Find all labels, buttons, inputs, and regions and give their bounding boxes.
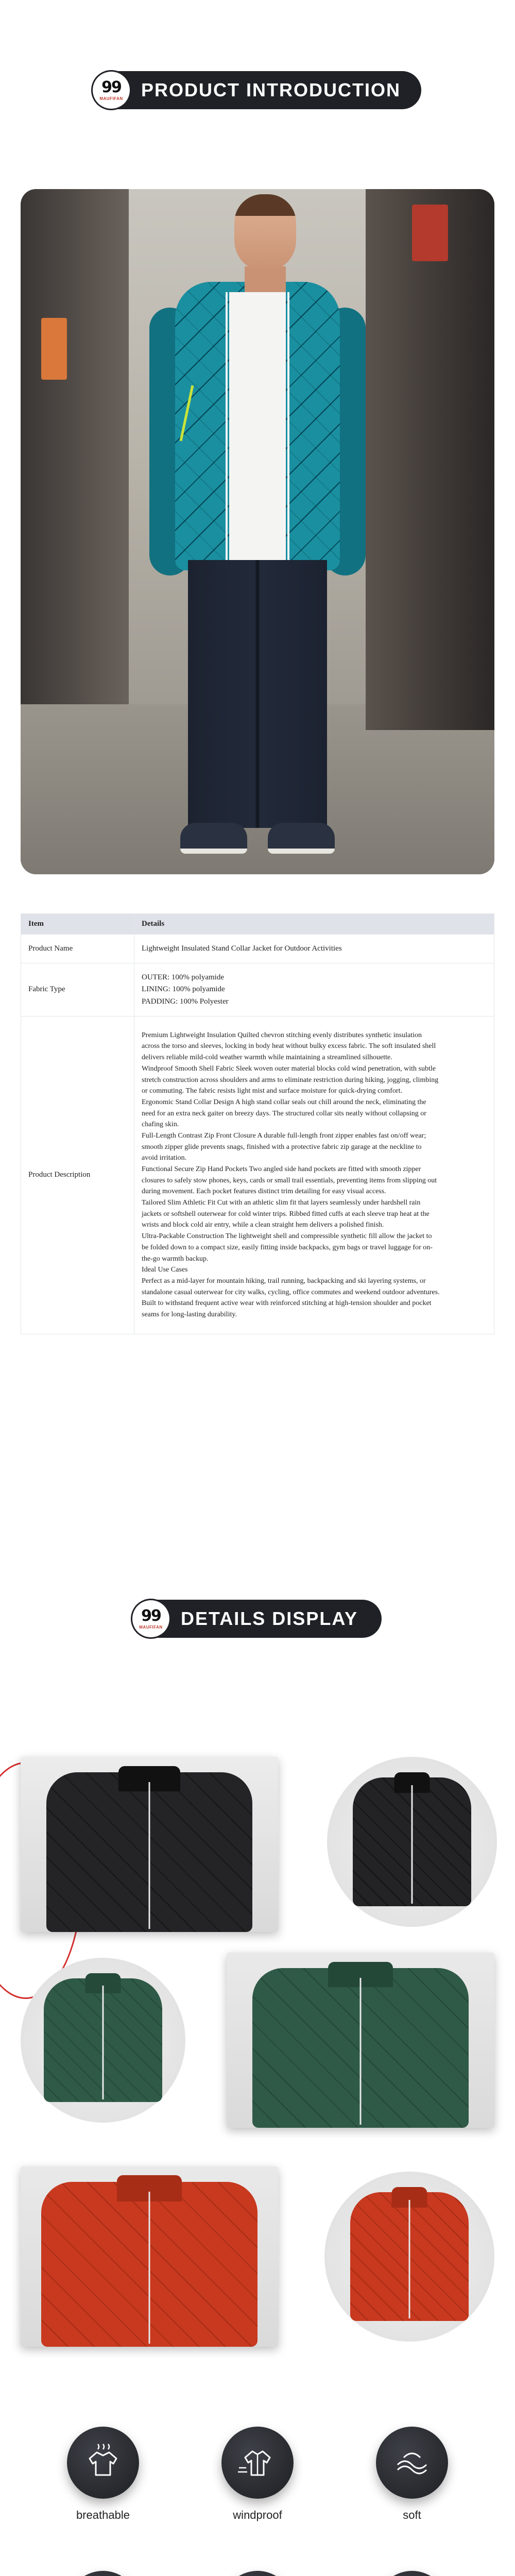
- feature-soft: [355, 2427, 469, 2522]
- delivery-truck-icon: [221, 2571, 294, 2576]
- table-cell-line: standalone casual outerwear for city walks, cycling, office commutes and weekend outdoor adventures.: [142, 1288, 440, 1296]
- detail-photo-red-full: [324, 2172, 494, 2342]
- table-cell-value: [134, 935, 494, 963]
- table-cell-line: Lightweight Insulated Stand Collar Jacket for Outdoor Activities: [142, 944, 342, 953]
- table-cell-line: seams for long-lasting durability.: [142, 1310, 237, 1318]
- feature-windproof: [201, 2427, 314, 2522]
- logo-brand: MAUFIFAN: [99, 96, 123, 101]
- table-cell-line: Tailored Slim Athletic Fit Cut with an athletic slim fit that layers seamlessly under hardshell rain: [142, 1199, 421, 1207]
- table-cell-line: wrists and block cold air entry, while a clean straight hem delivers a polished finish.: [142, 1221, 384, 1229]
- product-spec-table: [21, 913, 494, 1334]
- feature-thickened-material: [46, 2571, 160, 2576]
- table-header-item: Item: [21, 914, 134, 935]
- table-cell-line: Premium Lightweight Insulation Quilted chevron stitching evenly distributes synthetic insulation: [142, 1031, 422, 1039]
- feature-quick-delivery: [201, 2571, 314, 2576]
- feature-label: breathable: [76, 2509, 130, 2521]
- table-cell-line: be folded down to a compact size, easily fitting inside backpacks, gym bags or travel luggage for on-: [142, 1243, 433, 1251]
- table-row: [21, 1016, 494, 1334]
- detail-photo-green-closeup: [227, 1953, 494, 2128]
- table-cell-line: Windproof Smooth Shell Fabric Sleek woven outer material blocks cold wind penetration, with subtle: [142, 1064, 436, 1073]
- table-cell-line: jackets or softshell outerwear for cold winter trips. Ribbed fitted cuffs at each sleeve trap heat at the: [142, 1210, 430, 1218]
- layers-icon: [67, 2571, 139, 2576]
- table-cell-value: [134, 1016, 494, 1334]
- feature-quality-assurance: [355, 2571, 469, 2576]
- shop-sign: [412, 205, 448, 261]
- logo-number: 99: [101, 78, 121, 96]
- feature-label: soft: [403, 2509, 421, 2521]
- table-header-details: Details: [134, 914, 494, 935]
- table-cell-line: OUTER: 100% polyamide: [142, 973, 224, 981]
- detail-photo-black-full: [327, 1757, 497, 1927]
- building-left: [21, 189, 129, 704]
- table-cell-line: Functional Secure Zip Hand Pockets Two angled side hand pockets are fitted with smooth zipper: [142, 1165, 421, 1173]
- table-cell-line: LINING: 100% polyamide: [142, 985, 225, 994]
- hero-model-photo: [21, 189, 494, 874]
- table-cell-line: delivers reliable mild-cold weather warmth while maintaining a streamlined silhouette.: [142, 1054, 392, 1062]
- section-header-product-introduction: [94, 71, 421, 109]
- table-cell-key: Fabric Type: [21, 963, 134, 1016]
- model-pants: [188, 560, 327, 828]
- table-row: [21, 935, 494, 963]
- table-cell-key: Product Description: [21, 1016, 134, 1334]
- table-cell-line: Ideal Use Cases: [142, 1266, 188, 1274]
- section-header-details-display: [133, 1600, 382, 1638]
- detail-photo-green-full: [21, 1958, 185, 2123]
- table-cell-line: or commuting. The fabric resists light mist and surface moisture for quick-drying comfort.: [142, 1087, 402, 1095]
- brand-logo: [93, 72, 130, 109]
- logo-brand: MAUFIFAN: [139, 1624, 163, 1630]
- building-right: [366, 189, 494, 730]
- table-cell-line: the-go warmth backup.: [142, 1255, 209, 1263]
- table-cell-line: need for an extra neck gaiter on breezy days. The structured collar sits neatly without collapsing or: [142, 1109, 426, 1117]
- breathable-fabric-icon: [67, 2427, 139, 2499]
- feature-label: windproof: [233, 2509, 282, 2521]
- feature-breathable: [46, 2427, 160, 2522]
- table-cell-line: Full-Length Contrast Zip Front Closure A durable full-length front zipper enables fast on/off wear;: [142, 1131, 426, 1140]
- brand-logo: [132, 1600, 169, 1637]
- detail-photo-red-closeup: [21, 2166, 278, 2347]
- detail-photo-black-closeup: [21, 1757, 278, 1932]
- table-cell-line: Built to withstand frequent active wear with reinforced stitching at high-tension shoulder and pocket: [142, 1299, 432, 1308]
- section-title: DETAILS DISPLAY: [180, 1608, 358, 1629]
- table-cell-line: chafing skin.: [142, 1121, 179, 1129]
- table-cell-line: during movement. Each pocket features distinct trim detailing for easy visual access.: [142, 1188, 386, 1196]
- logo-number: 99: [141, 1606, 161, 1625]
- table-cell-line: PADDING: 100% Polyester: [142, 997, 229, 1006]
- model-head: [234, 194, 296, 272]
- section-title: PRODUCT INTRODUCTION: [141, 79, 401, 100]
- windproof-jacket-icon: [221, 2427, 294, 2499]
- table-cell-line: avoid irritation.: [142, 1154, 187, 1162]
- model-figure: [139, 189, 376, 874]
- table-row: [21, 963, 494, 1016]
- table-cell-line: smooth zipper glide prevents snags, finished with a protective fabric zip garage at the neckline to: [142, 1143, 422, 1151]
- table-cell-value: [134, 963, 494, 1016]
- table-cell-line: Ergonomic Stand Collar Design A high stand collar seals out chill around the neck, eliminating the: [142, 1098, 426, 1106]
- shield-check-icon: [376, 2571, 448, 2576]
- soft-feather-icon: [376, 2427, 448, 2499]
- table-cell-line: closures to safely stow phones, keys, cards or small trail essentials, preventing items from slipping out: [142, 1176, 437, 1184]
- table-cell-line: Ultra-Packable Construction The lightweight shell and compressible synthetic fill allow the jacket to: [142, 1232, 432, 1241]
- shop-sign: [41, 318, 67, 380]
- table-cell-line: stretch construction across shoulders and arms to eliminate restriction during hiking, jogging, climbing: [142, 1076, 439, 1084]
- table-header-row: [21, 914, 494, 935]
- table-cell-key: Product Name: [21, 935, 134, 963]
- table-cell-line: across the torso and sleeves, locking in body heat without bulky excess fabric. The soft insulated shell: [142, 1042, 436, 1050]
- table-cell-line: Perfect as a mid-layer for mountain hiking, trail running, backpacking and ski layering systems, or: [142, 1277, 426, 1285]
